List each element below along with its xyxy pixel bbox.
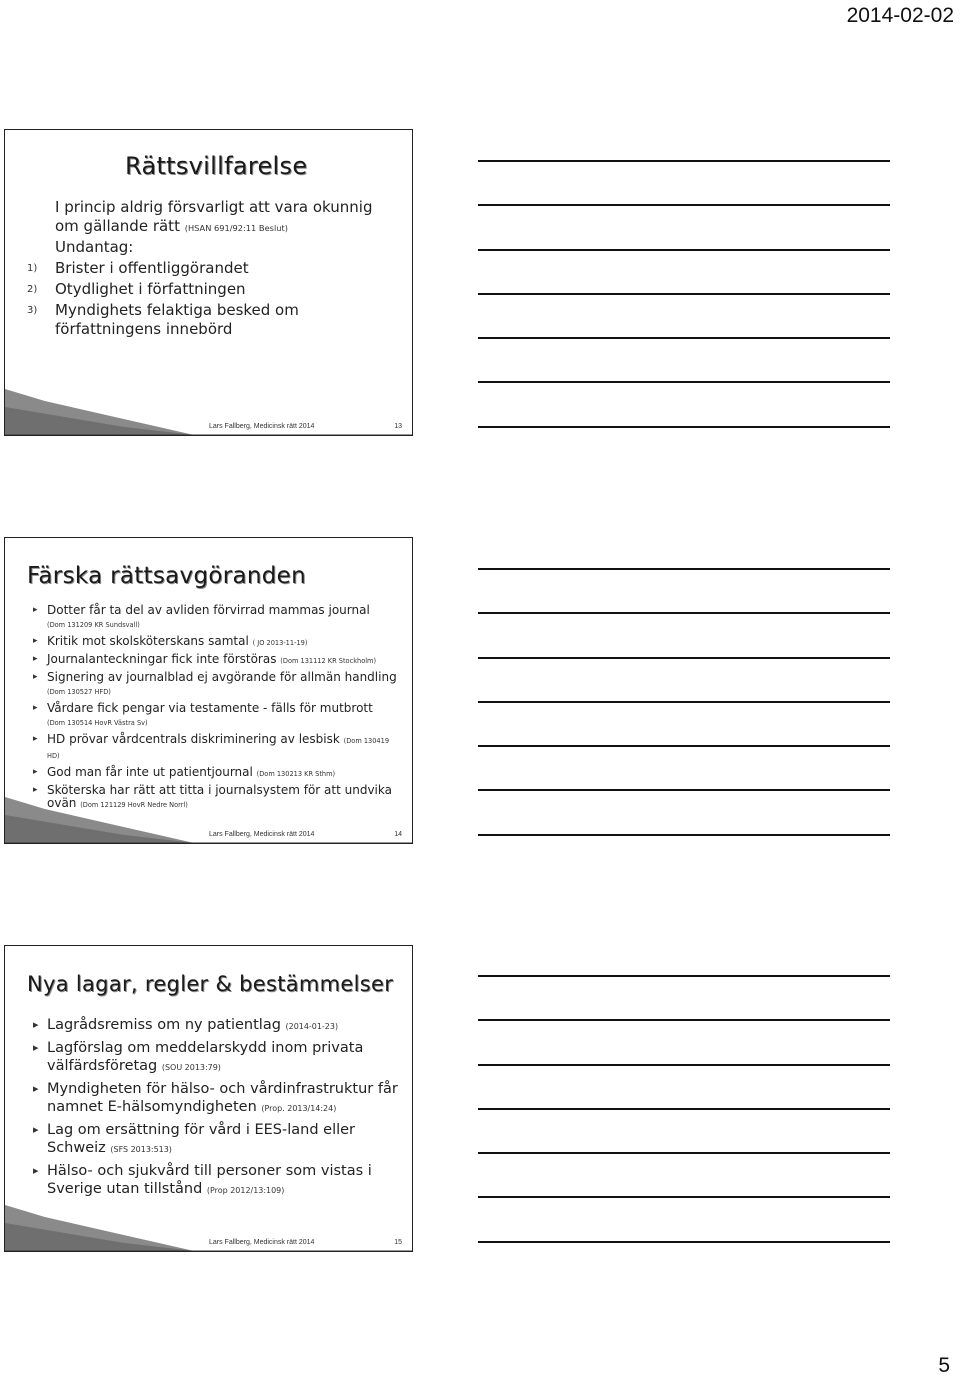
- list-item: ▸ Signering av journalblad ej avgörande för allmän handling (Dom 130527 HFD): [33, 670, 397, 696]
- intro-line: Undantag:: [55, 238, 134, 256]
- list-item: ▸ HD prövar vårdcentrals diskriminering av lesbisk (Dom 130419 HD): [33, 732, 390, 760]
- slide-number: 13: [394, 423, 402, 430]
- list-item: 3) Myndighets felaktiga besked om författningens innebörd: [27, 301, 299, 338]
- notes-lines-13: [478, 160, 890, 470]
- slide-number: 14: [394, 831, 402, 838]
- note-line: [478, 568, 890, 570]
- bullet-icon: ▸: [33, 654, 38, 664]
- list-item: ▸ God man får inte ut patientjournal (Dom 130213 KR Sthm): [33, 765, 336, 779]
- note-line: [478, 426, 890, 428]
- note-line: [478, 1241, 890, 1243]
- note-line: [478, 1152, 890, 1154]
- bullet-icon: ▸: [33, 785, 38, 795]
- note-line: [478, 701, 890, 703]
- list-item: 1) Brister i offentliggörandet: [27, 259, 249, 277]
- list-item: ▸ Journalanteckningar fick inte förstöras (Dom 131112 KR Stockholm): [33, 652, 377, 666]
- note-line: [478, 160, 890, 162]
- bullet-icon: ▸: [33, 703, 38, 713]
- note-line: [478, 745, 890, 747]
- list-item: ▸ Dotter får ta del av avliden förvirrad mammas journal (Dom 131209 KR Sundsvall): [33, 603, 370, 629]
- list-item: ▸ Lag om ersättning för vård i EES-land eller Schweiz (SFS 2013:513): [33, 1122, 356, 1156]
- slide-title: Nya lagar, regler & bestämmelser: [27, 972, 394, 996]
- slide-body: [33, 1016, 398, 1200]
- list-item: ▸ Myndigheten för hälso- och vårdinfrastruktur får namnet E-hälsomyndigheten (Prop. 2013/14:24): [33, 1081, 398, 1115]
- slide-footer: Lars Fallberg, Medicinsk rätt 2014: [209, 831, 315, 838]
- note-line: [478, 293, 890, 295]
- page-date: 2014-02-02: [846, 4, 954, 27]
- note-line: [478, 1064, 890, 1066]
- bullet-icon: ▸: [33, 767, 38, 777]
- intro-line: I princip aldrig försvarligt att vara okunnig: [55, 198, 373, 216]
- note-line: [478, 249, 890, 251]
- note-line: [478, 612, 890, 614]
- note-line: [478, 337, 890, 339]
- bullet-icon: ▸: [33, 605, 38, 615]
- list-item: ▸ Kritik mot skolsköterskans samtal ( JO 2013-11-19): [33, 634, 308, 648]
- bullet-icon: ▸: [33, 636, 38, 646]
- bullet-icon: ▸: [33, 1018, 39, 1031]
- note-line: [478, 789, 890, 791]
- note-line: [478, 1108, 890, 1110]
- list-item: ▸ Hälso- och sjukvård till personer som vistas i Sverige utan tillstånd (Prop 2012/13:109): [33, 1163, 372, 1197]
- slide-15: [4, 945, 413, 1252]
- slide-14: [4, 537, 413, 844]
- intro-line: om gällande rätt (HSAN 691/92:11 Beslut): [55, 217, 288, 235]
- list-item: ▸ Vårdare fick pengar via testamente - fälls för mutbrott (Dom 130514 HovR Västra Sv): [33, 701, 373, 727]
- bullet-icon: ▸: [33, 734, 38, 744]
- list-item: 2) Otydlighet i författningen: [27, 280, 246, 298]
- slide-title: Färska rättsavgöranden: [27, 563, 306, 589]
- list-item: ▸ Lagrådsremiss om ny patientlag (2014-01-23): [33, 1017, 339, 1033]
- note-line: [478, 381, 890, 383]
- page-number: 5: [938, 1354, 950, 1377]
- note-line: [478, 657, 890, 659]
- note-line: [478, 204, 890, 206]
- note-line: [478, 834, 890, 836]
- bullet-icon: ▸: [33, 672, 38, 682]
- list-item: ▸ Lagförslag om meddelarskydd inom privata välfärdsföretag (SOU 2013:79): [33, 1040, 364, 1074]
- slide-footer: Lars Fallberg, Medicinsk rätt 2014: [209, 1239, 315, 1246]
- list-item: ▸ Sköterska har rätt att titta i journalsystem för att undvika ovän (Dom 121129 HovR Nedre Norrl): [33, 783, 392, 810]
- note-line: [478, 1196, 890, 1198]
- slide-number: 15: [394, 1239, 402, 1246]
- slide-body: [29, 198, 398, 339]
- bullet-icon: ▸: [33, 1123, 39, 1136]
- slide-13: [4, 129, 413, 436]
- note-line: [478, 975, 890, 977]
- slide-title: Rättsvillfarelse: [125, 152, 308, 180]
- slide-footer: Lars Fallberg, Medicinsk rätt 2014: [209, 423, 315, 430]
- bullet-icon: ▸: [33, 1164, 39, 1177]
- bullet-icon: ▸: [33, 1082, 39, 1095]
- notes-lines-15: [478, 975, 890, 1285]
- slide-body: [33, 604, 398, 812]
- note-line: [478, 1019, 890, 1021]
- bullet-icon: ▸: [33, 1041, 39, 1054]
- notes-lines-14: [478, 568, 890, 878]
